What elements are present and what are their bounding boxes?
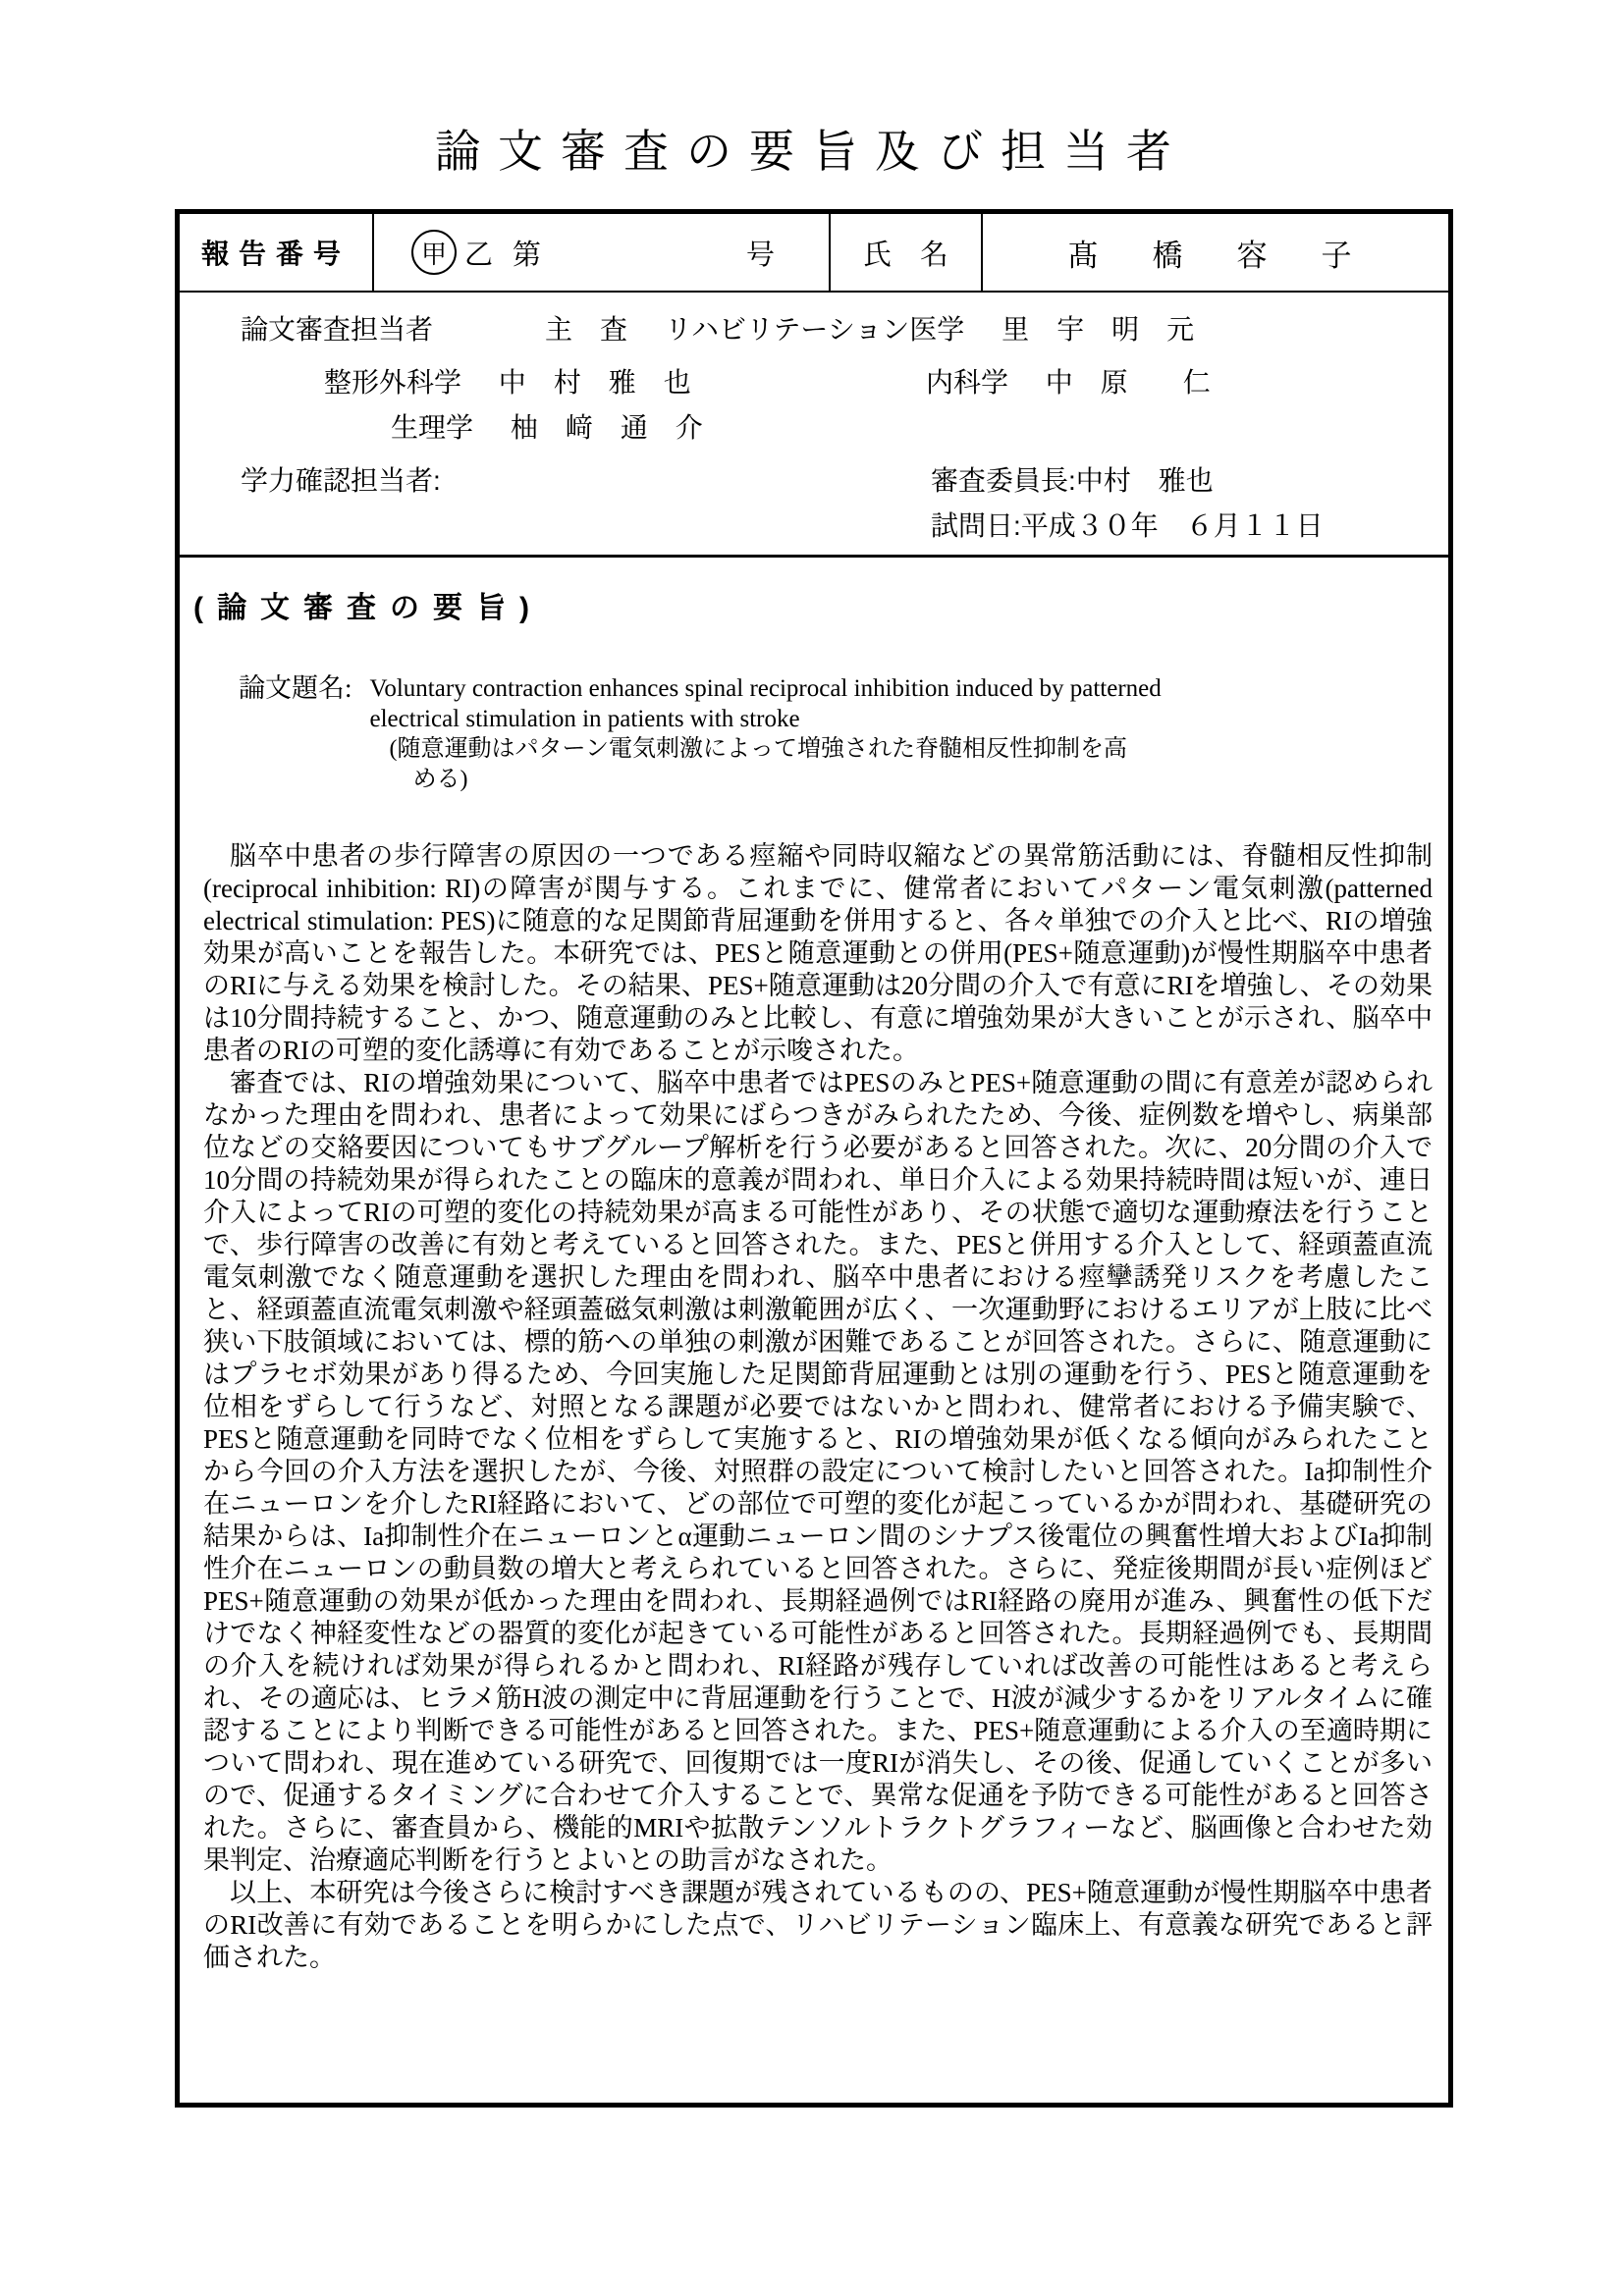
member1-name: 中 村 雅 也: [498, 367, 691, 398]
report-number-value-cell: [374, 214, 831, 291]
summary-paragraph-1: 脳卒中患者の歩行障害の原因の一つである痙縮や同時収縮などの異常筋活動には、脊髄相反性抑制(reciprocal inhibition: RI)の障害が関与する。これまでに、健常者においてパターン電気刺激(patterned electrical stimulation: PES)に随意的な足関節背屈運動を併用すると、各々単独での介入と比べ、RIの増強効果が高いことを報告した。本研究では、PESと随意運動との併用(PES+随意運動)が慢性期脳卒中患者のRIに与える効果を検討した。その結果、PES+随意運動は20分間の介入で有意にRIを増強し、その効果は10分間持続すること、かつ、随意運動のみと比較し、有意に増強効果が大きいことが示され、脳卒中患者のRIの可塑的変化誘導に有効であることが示唆された。: [203, 841, 1433, 1065]
member2-field: 内科学: [926, 367, 1009, 398]
reviewer-member-2: [926, 361, 1211, 400]
report-number-row: [180, 214, 1448, 293]
thesis-title-label: 論文題名:: [239, 673, 352, 703]
member3-name: 柚 﨑 通 介: [510, 412, 703, 443]
otsu-mark: 乙: [464, 239, 494, 271]
kou-circled-mark: 甲: [411, 230, 457, 275]
thesis-title-lines: [370, 673, 1162, 795]
summary-section: [180, 558, 1448, 2098]
chief-field: リハビリテーション医学: [664, 314, 965, 345]
gou-label: 号: [745, 239, 775, 271]
chief-name: 里 宇 明 元: [1001, 314, 1195, 345]
member3-field: 生理学: [391, 412, 474, 443]
name-label: 氏 名: [831, 214, 983, 291]
page-title: 論文審査の要旨及び担当者: [435, 127, 1189, 177]
thesis-title-en-line1: Voluntary contraction enhances spinal reciprocal inhibition induced by patterned: [369, 675, 1162, 702]
thesis-title-ja-line1: (随意運動はパターン電気刺激によって増強された脊髄相反性抑制を高: [389, 736, 1128, 762]
report-number-label: 報告番号: [180, 214, 374, 291]
name-value: 髙 橋 容 子: [1067, 238, 1364, 273]
summary-paragraph-2: 審査では、RIの増強効果について、脳卒中患者ではPESのみとPES+随意運動の間に有意差が認められなかった理由を問われ、患者によって効果にばらつきがみられたため、今後、症例数を増やし、病巣部位などの交絡要因についてもサブグループ解析を行う必要があると回答された。次に、20分間の介入で10分間の持続効果が得られたことの臨床的意義が問われ、単日介入による効果持続時間は短いが、連日介入によってRIの可塑的変化の持続効果が高まる可能性があり、その状態で適切な運動療法を行うことで、歩行障害の改善に有効と考えていると回答された。また、PESと併用する介入として、経頭蓋直流電気刺激でなく随意運動を選択した理由を問われ、脳卒中患者における痙攣誘発リスクを考慮したこと、経頭蓋直流電気刺激や経頭蓋磁気刺激は刺激範囲が広く、一次運動野におけるエリアが上肢に比べ狭い下肢領域においては、標的筋への単独の刺激が困難であることが回答された。さらに、随意運動にはプラセボ効果があり得るため、今回実施した足関節背屈運動とは別の運動を行う、PESと随意運動を位相をずらして行うなど、対照となる課題が必要ではないかと問われ、健常者における予備実験で、PESと随意運動を同時でなく位相をずらして実施すると、RIの増強効果が低くなる傾向がみられたことから今回の介入方法を選択したが、今後、対照群の設定について検討したいと回答された。Ia抑制性介在ニューロンを介したRI経路において、どの部位で可塑的変化が起こっているかが問われ、基礎研究の結果からは、Ia抑制性介在ニューロンとα運動ニューロン間のシナプス後電位の興奮性増大およびIa抑制性介在ニューロンの動員数の増大と考えられていると回答された。さらに、発症後期間が長い症例ほどPES+随意運動の効果が低かった理由を問われ、長期経過例ではRI経路の廃用が進み、興奮性の低下だけでなく神経変性などの器質的変化が起きている可能性があると回答された。長期経過例でも、長期間の介入を続ければ効果が得られるかと問われ、RI経路が残存していれば改善の可能性はあると考えられ、その適応は、ヒラメ筋H波の測定中に背屈運動を行うことで、H波が減少するかをリアルタイムに確認することにより判断できる可能性があると回答された。また、PES+随意運動による介入の至適時期について問われ、現在進めている研究で、回復期では一度RIが消失し、その後、促通していくことが多いので、促通するタイミングに合わせて介入することで、異常な促通を予防できる可能性があると回答された。さらに、審査員から、機能的MRIや拡散テンソルトラクトグラフィーなど、脳画像と合わせた効果判定、治療適応判断を行うとよいとの助言がなされた。: [203, 1068, 1433, 1875]
dai-label: 第: [513, 239, 542, 271]
committee-chair: 審査委員長:中村 雅也: [931, 465, 1214, 496]
member2-name: 中 原 仁: [1045, 367, 1211, 398]
summary-paragraph-3: 以上、本研究は今後さらに検討すべき課題が残されているものの、PES+随意運動が慢性期脳卒中患者のRI改善に有効であることを明らかにした点で、リハビリテーション臨床上、有意義な研究であると評価された。: [203, 1878, 1433, 1972]
review-form-box: [175, 209, 1453, 2108]
chief-label: 主 査: [545, 314, 628, 345]
summary-body: [203, 840, 1433, 1974]
summary-heading: (論文審査の要旨): [193, 592, 543, 624]
committee-label: 論文審査担当者: [241, 314, 434, 345]
academic-check-label: 学力確認担当者:: [241, 465, 441, 496]
member1-field: 整形外科学: [324, 367, 462, 398]
thesis-title-block: [239, 673, 1162, 795]
exam-date: 試問日:平成３０年 ６月１１日: [931, 510, 1324, 541]
reviewer-member-1: [324, 361, 691, 400]
reviewer-member-3: [391, 406, 703, 446]
reviewers-section: [180, 293, 1448, 558]
chief-reviewer: [545, 308, 1194, 347]
thesis-title-en-line2: electrical stimulation in patients with stroke: [369, 706, 800, 732]
thesis-title-ja-line2: める): [412, 767, 468, 792]
